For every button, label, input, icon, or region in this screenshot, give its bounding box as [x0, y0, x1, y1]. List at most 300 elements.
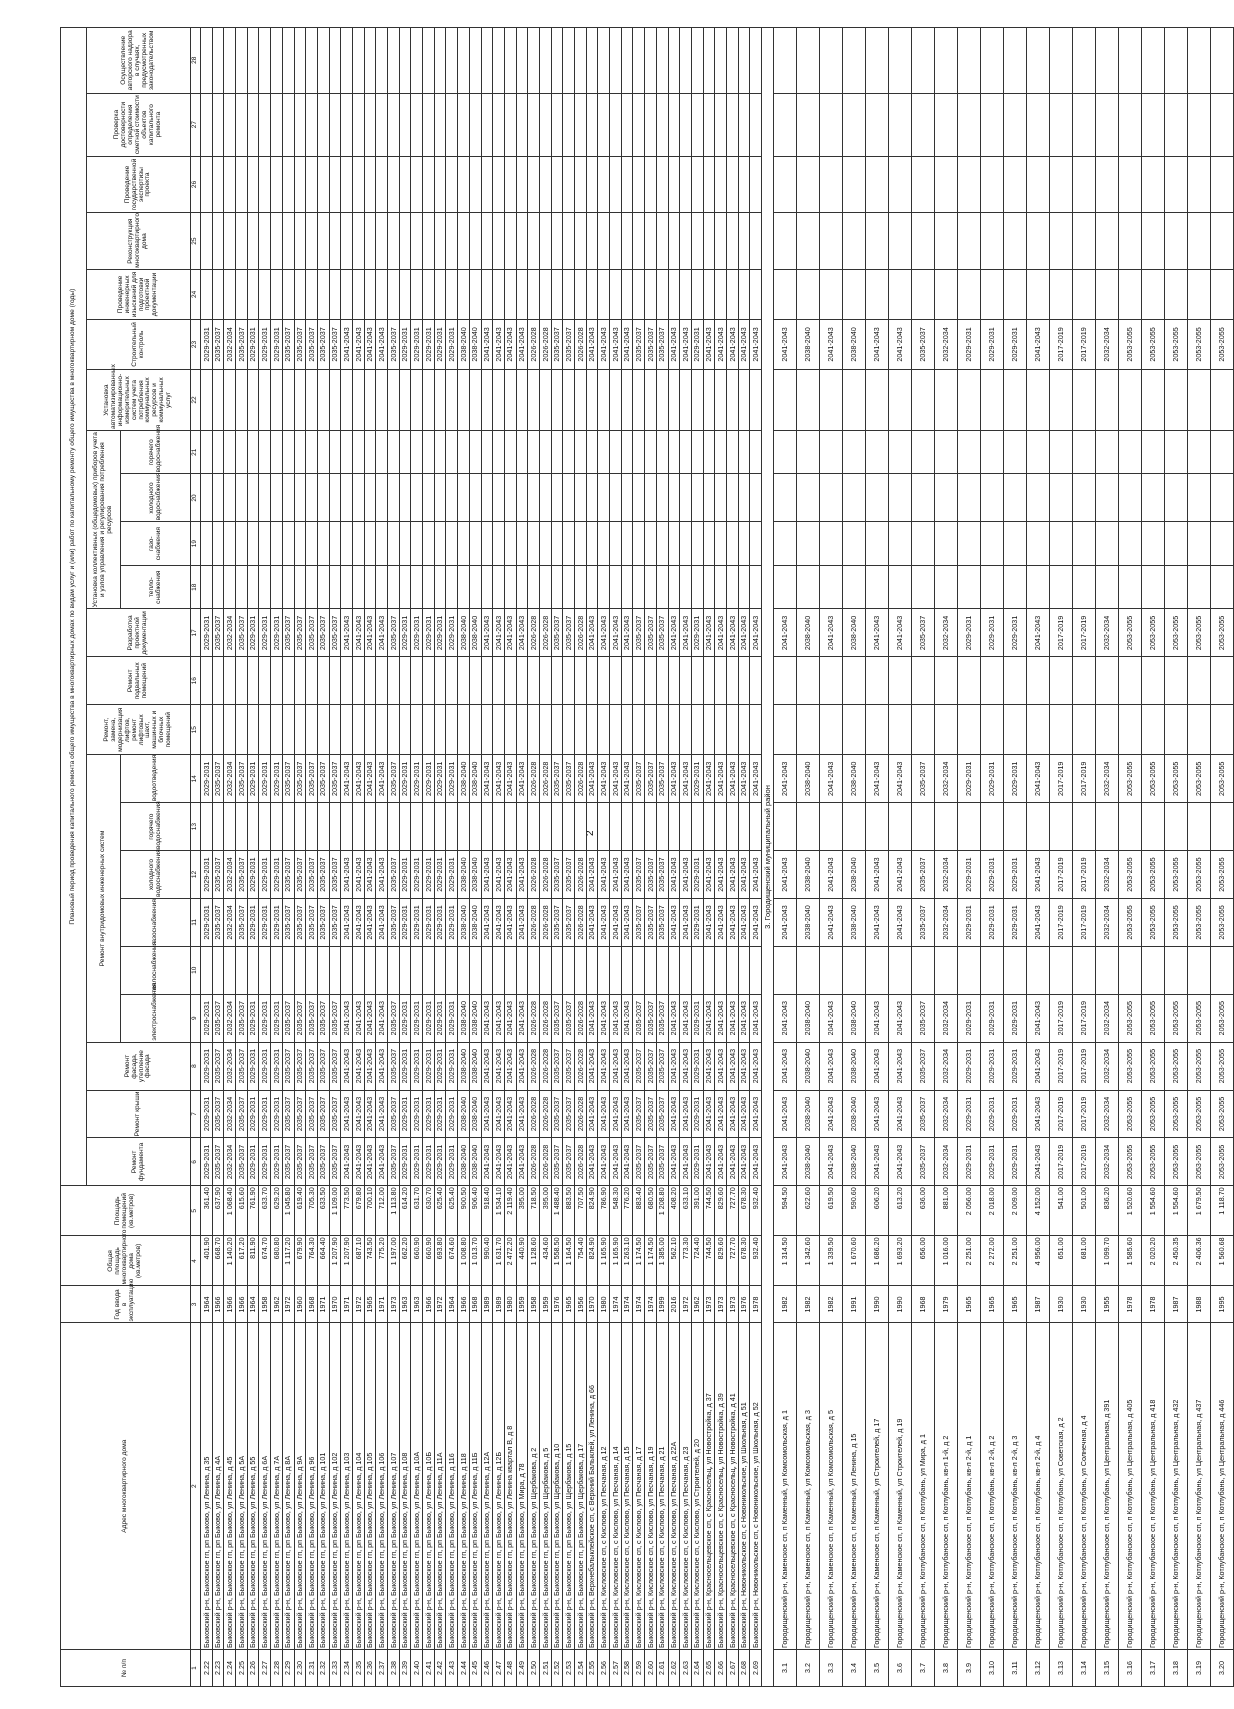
- row-period-col-24: [1004, 269, 1027, 319]
- row-period-col-8: 2029-2031: [423, 1042, 435, 1090]
- row-period-col-8: 2029-2031: [259, 1042, 271, 1090]
- row-period-col-21: [294, 430, 306, 474]
- table-row: [680, 28, 692, 1687]
- row-period-col-9: 2053-2055: [1165, 994, 1188, 1042]
- row-period-col-16: [388, 657, 400, 705]
- row-period-col-19: [889, 522, 912, 566]
- row-year: 1955: [1096, 1286, 1119, 1323]
- row-number: 2.39: [399, 1650, 411, 1687]
- row-period-col-11: 2041-2043: [738, 898, 750, 946]
- row-period-col-9: 2029-2031: [981, 994, 1004, 1042]
- row-period-col-6: 2026-2028: [539, 1138, 551, 1186]
- row-period-col-18: [469, 565, 481, 609]
- row-number: 2.28: [271, 1650, 283, 1687]
- table-row: [399, 28, 411, 1687]
- row-year: 1978: [1119, 1286, 1142, 1323]
- row-period-col-7: 2041-2043: [481, 1090, 493, 1138]
- row-period-col-12: 2041-2043: [774, 851, 797, 899]
- row-period-col-8: 2029-2031: [434, 1042, 446, 1090]
- row-period-col-27: [528, 93, 540, 156]
- row-period-col-20: [551, 474, 563, 522]
- row-period-col-28: [726, 28, 738, 94]
- row-period-col-23: 2035-2037: [633, 319, 645, 369]
- column-number: 17: [191, 609, 201, 657]
- table-row: [1142, 28, 1165, 1687]
- row-period-col-25: [889, 213, 912, 270]
- row-living-area: 836.20: [1096, 1186, 1119, 1236]
- row-period-col-20: [738, 474, 750, 522]
- row-period-col-11: 2026-2028: [539, 898, 551, 946]
- row-year: 1963: [411, 1286, 423, 1323]
- row-period-col-8: 2035-2037: [645, 1042, 657, 1090]
- row-period-col-27: [539, 93, 551, 156]
- row-period-col-13: [889, 803, 912, 851]
- row-period-col-12: 2053-2055: [1188, 851, 1211, 899]
- header-sewer: водоотведения: [121, 755, 191, 803]
- row-period-col-16: [423, 657, 435, 705]
- row-period-col-6: 2029-2031: [259, 1138, 271, 1186]
- row-period-col-7: 2038-2040: [843, 1090, 866, 1138]
- row-period-col-18: [621, 565, 633, 609]
- row-period-col-9: 2029-2031: [247, 994, 259, 1042]
- row-period-col-27: [981, 93, 1004, 156]
- row-period-col-15: [935, 705, 958, 755]
- row-period-col-18: [539, 565, 551, 609]
- row-period-col-21: [703, 430, 715, 474]
- row-period-col-7: 2029-2031: [981, 1090, 1004, 1138]
- row-period-col-13: [866, 803, 889, 851]
- row-period-col-13: [376, 803, 388, 851]
- row-year: 1995: [1211, 1286, 1234, 1323]
- row-period-col-18: [586, 565, 598, 609]
- row-period-col-10: [1027, 946, 1050, 994]
- row-period-col-24: [236, 269, 248, 319]
- row-period-col-22: [1211, 370, 1234, 431]
- row-period-col-17: 2017-2019: [1050, 609, 1073, 657]
- row-year: 1956: [575, 1286, 587, 1323]
- row-period-col-25: [469, 213, 481, 270]
- row-period-col-13: [434, 803, 446, 851]
- row-living-area: 829.60: [715, 1186, 727, 1236]
- column-number: 1: [191, 1650, 201, 1687]
- row-period-col-18: [236, 565, 248, 609]
- row-period-col-27: [201, 93, 213, 156]
- row-number: 2.55: [586, 1650, 598, 1687]
- row-period-col-13: [843, 803, 866, 851]
- row-year: 1990: [889, 1286, 912, 1323]
- row-period-col-6: 2041-2043: [703, 1138, 715, 1186]
- row-period-col-16: [539, 657, 551, 705]
- row-period-col-18: [703, 565, 715, 609]
- row-living-area: 1 118.70: [1211, 1186, 1234, 1236]
- row-period-col-19: [528, 522, 540, 566]
- row-period-col-16: [656, 657, 668, 705]
- row-period-col-15: [446, 705, 458, 755]
- row-period-col-13: [493, 803, 505, 851]
- row-period-col-15: [1211, 705, 1234, 755]
- row-period-col-15: [843, 705, 866, 755]
- row-period-col-6: 2029-2031: [247, 1138, 259, 1186]
- row-period-col-12: 2017-2019: [1050, 851, 1073, 899]
- row-period-col-9: 2041-2043: [703, 994, 715, 1042]
- row-total-area: 2 450.35: [1165, 1236, 1188, 1286]
- row-period-col-13: [668, 803, 680, 851]
- row-period-col-12: 2041-2043: [750, 851, 762, 899]
- row-period-col-24: [388, 269, 400, 319]
- table-row: [212, 28, 224, 1687]
- row-period-col-7: 2041-2043: [738, 1090, 750, 1138]
- header-address: Адрес многоквартирного дома: [61, 1323, 191, 1650]
- row-period-col-15: [715, 705, 727, 755]
- row-year: 1979: [935, 1286, 958, 1323]
- row-period-col-28: [797, 28, 820, 94]
- row-period-col-24: [259, 269, 271, 319]
- row-year: 1965: [958, 1286, 981, 1323]
- row-total-area: 687.10: [352, 1236, 364, 1286]
- row-period-col-6: 2038-2040: [843, 1138, 866, 1186]
- row-period-col-21: [645, 430, 657, 474]
- row-period-col-8: 2029-2031: [958, 1042, 981, 1090]
- row-period-col-6: 2041-2043: [364, 1138, 376, 1186]
- row-number: 2.32: [317, 1650, 329, 1687]
- row-period-col-8: 2041-2043: [481, 1042, 493, 1090]
- row-period-col-26: [411, 156, 423, 213]
- row-period-col-20: [912, 474, 935, 522]
- row-period-col-8: 2035-2037: [551, 1042, 563, 1090]
- row-period-col-23: 2041-2043: [889, 319, 912, 369]
- row-period-col-14: 2029-2031: [958, 755, 981, 803]
- table-row: [306, 28, 318, 1687]
- row-period-col-13: [621, 803, 633, 851]
- row-period-col-7: 2038-2040: [797, 1090, 820, 1138]
- header-meter-hot: горячего водоснабжения: [121, 430, 191, 474]
- row-period-col-10: [1050, 946, 1073, 994]
- row-period-col-13: [201, 803, 213, 851]
- row-period-col-20: [726, 474, 738, 522]
- row-period-col-27: [399, 93, 411, 156]
- row-period-col-24: [691, 269, 703, 319]
- row-period-col-13: [633, 803, 645, 851]
- row-period-col-11: 2026-2028: [528, 898, 540, 946]
- row-period-col-19: [912, 522, 935, 566]
- row-period-col-16: [820, 657, 843, 705]
- row-period-col-15: [668, 705, 680, 755]
- row-total-area: 1 174.50: [645, 1236, 657, 1286]
- row-year: 1972: [352, 1286, 364, 1323]
- row-period-col-19: [376, 522, 388, 566]
- row-period-col-22: [866, 370, 889, 431]
- row-period-col-11: 2041-2043: [889, 898, 912, 946]
- row-period-col-21: [621, 430, 633, 474]
- row-period-col-13: [224, 803, 236, 851]
- row-period-col-19: [259, 522, 271, 566]
- row-living-area: 883.50: [563, 1186, 575, 1236]
- row-period-col-28: [668, 28, 680, 94]
- row-period-col-16: [1073, 657, 1096, 705]
- row-period-col-14: 2029-2031: [259, 755, 271, 803]
- row-period-col-6: 2038-2040: [469, 1138, 481, 1186]
- row-period-col-10: [306, 946, 318, 994]
- row-number: 3.15: [1096, 1650, 1119, 1687]
- row-period-col-14: 2035-2037: [388, 755, 400, 803]
- row-total-area: 754.40: [575, 1236, 587, 1286]
- row-period-col-23: 2041-2043: [598, 319, 610, 369]
- row-period-col-20: [224, 474, 236, 522]
- row-period-col-10: [212, 946, 224, 994]
- table-row: [1211, 28, 1234, 1687]
- row-period-col-14: 2041-2043: [376, 755, 388, 803]
- row-period-col-12: 2041-2043: [364, 851, 376, 899]
- row-period-col-24: [843, 269, 866, 319]
- row-period-col-23: 2041-2043: [481, 319, 493, 369]
- row-period-col-26: [1211, 156, 1234, 213]
- row-period-col-24: [551, 269, 563, 319]
- table-row: [1004, 28, 1027, 1687]
- row-number: 2.65: [703, 1650, 715, 1687]
- row-period-col-7: 2041-2043: [1027, 1090, 1050, 1138]
- row-period-col-26: [247, 156, 259, 213]
- row-period-col-12: 2029-2031: [423, 851, 435, 899]
- row-period-col-8: 2041-2043: [621, 1042, 633, 1090]
- row-period-col-17: 2041-2043: [376, 609, 388, 657]
- row-period-col-28: [1142, 28, 1165, 94]
- row-period-col-27: [1165, 93, 1188, 156]
- row-period-col-11: 2053-2055: [1165, 898, 1188, 946]
- table-row: [434, 28, 446, 1687]
- row-period-col-27: [516, 93, 528, 156]
- row-period-col-19: [294, 522, 306, 566]
- capital-repair-schedule-table: [60, 27, 1234, 1687]
- row-period-col-16: [1211, 657, 1234, 705]
- row-period-col-22: [715, 370, 727, 431]
- row-period-col-22: [958, 370, 981, 431]
- row-period-col-14: 2053-2055: [1119, 755, 1142, 803]
- row-period-col-13: [715, 803, 727, 851]
- row-period-col-6: 2038-2040: [458, 1138, 470, 1186]
- row-address: Быковский р-н, Быковское гп, рп Быково, ул Щербакова, д 2: [528, 1323, 540, 1650]
- row-period-col-11: 2029-2031: [446, 898, 458, 946]
- row-period-col-8: 2053-2055: [1211, 1042, 1234, 1090]
- row-period-col-12: 2041-2043: [516, 851, 528, 899]
- row-period-col-22: [434, 370, 446, 431]
- row-period-col-6: 2041-2043: [726, 1138, 738, 1186]
- row-period-col-18: [715, 565, 727, 609]
- row-period-col-9: 2053-2055: [1188, 994, 1211, 1042]
- row-period-col-11: 2041-2043: [610, 898, 622, 946]
- row-period-col-12: 2029-2031: [981, 851, 1004, 899]
- row-period-col-19: [446, 522, 458, 566]
- column-number: 28: [191, 28, 201, 94]
- row-period-col-11: 2041-2043: [668, 898, 680, 946]
- row-number: 2.31: [306, 1650, 318, 1687]
- row-period-col-11: 2041-2043: [750, 898, 762, 946]
- row-period-col-15: [247, 705, 259, 755]
- row-period-col-9: 2041-2043: [750, 994, 762, 1042]
- row-total-area: 773.30: [680, 1236, 692, 1286]
- row-period-col-6: 2035-2037: [645, 1138, 657, 1186]
- row-period-col-19: [726, 522, 738, 566]
- row-period-col-19: [1165, 522, 1188, 566]
- row-period-col-18: [446, 565, 458, 609]
- row-period-col-13: [820, 803, 843, 851]
- row-period-col-27: [750, 93, 762, 156]
- row-period-col-13: [1165, 803, 1188, 851]
- row-period-col-28: [1073, 28, 1096, 94]
- row-year: 1962: [271, 1286, 283, 1323]
- row-period-col-18: [610, 565, 622, 609]
- table-row: [247, 28, 259, 1687]
- header-meter-gas: газо-снабжения: [121, 522, 191, 566]
- row-period-col-7: 2032-2034: [1096, 1090, 1119, 1138]
- row-period-col-12: 2041-2043: [866, 851, 889, 899]
- row-period-col-16: [1027, 657, 1050, 705]
- row-period-col-16: [282, 657, 294, 705]
- row-period-col-8: 2053-2055: [1165, 1042, 1188, 1090]
- row-period-col-16: [598, 657, 610, 705]
- row-total-area: 1 165.90: [598, 1236, 610, 1286]
- table-row: [551, 28, 563, 1687]
- row-period-col-24: [212, 269, 224, 319]
- row-period-col-28: [388, 28, 400, 94]
- row-period-col-26: [458, 156, 470, 213]
- row-living-area: 2 119.40: [504, 1186, 516, 1236]
- row-living-area: 361.40: [201, 1186, 213, 1236]
- row-period-col-25: [364, 213, 376, 270]
- row-period-col-6: 2026-2028: [575, 1138, 587, 1186]
- row-number: 2.45: [469, 1650, 481, 1687]
- row-period-col-8: 2041-2043: [504, 1042, 516, 1090]
- row-period-col-23: 2041-2043: [352, 319, 364, 369]
- row-total-area: 617.20: [236, 1236, 248, 1286]
- row-period-col-25: [981, 213, 1004, 270]
- row-period-col-21: [458, 430, 470, 474]
- row-period-col-23: 2032-2034: [935, 319, 958, 369]
- row-address: Быковский р-н, Кисловское сп, с Кислово, ул Песчаная, д 23: [680, 1323, 692, 1650]
- row-period-col-17: 2041-2043: [598, 609, 610, 657]
- row-period-col-23: 2029-2031: [981, 319, 1004, 369]
- row-period-col-26: [715, 156, 727, 213]
- row-total-area: 662.20: [399, 1236, 411, 1286]
- row-period-col-17: 2035-2037: [294, 609, 306, 657]
- row-period-col-9: 2035-2037: [633, 994, 645, 1042]
- row-living-area: 761.90: [247, 1186, 259, 1236]
- row-living-area: 2 056.00: [958, 1186, 981, 1236]
- row-period-col-12: 2029-2031: [247, 851, 259, 899]
- row-living-area: 590.60: [843, 1186, 866, 1236]
- row-number: 2.61: [656, 1650, 668, 1687]
- row-period-col-6: 2041-2043: [516, 1138, 528, 1186]
- row-address: Городищенский р-н, Котлубанское сп, п Котлубань, кв-л 2-й, д 3: [1004, 1323, 1027, 1650]
- row-period-col-11: 2041-2043: [726, 898, 738, 946]
- row-period-col-28: [889, 28, 912, 94]
- row-period-col-25: [224, 213, 236, 270]
- row-period-col-22: [458, 370, 470, 431]
- row-period-col-18: [259, 565, 271, 609]
- column-number: 25: [191, 213, 201, 270]
- row-period-col-7: 2029-2031: [411, 1090, 423, 1138]
- row-period-col-21: [958, 430, 981, 474]
- row-period-col-28: [738, 28, 750, 94]
- row-period-col-13: [551, 803, 563, 851]
- row-period-col-22: [411, 370, 423, 431]
- row-period-col-6: 2035-2037: [282, 1138, 294, 1186]
- row-period-col-19: [715, 522, 727, 566]
- row-period-col-18: [750, 565, 762, 609]
- row-period-col-14: 2029-2031: [423, 755, 435, 803]
- row-period-col-20: [493, 474, 505, 522]
- row-total-area: 680.80: [271, 1236, 283, 1286]
- row-period-col-28: [551, 28, 563, 94]
- row-period-col-11: 2029-2031: [271, 898, 283, 946]
- row-period-col-20: [935, 474, 958, 522]
- row-period-col-7: 2041-2043: [715, 1090, 727, 1138]
- row-period-col-26: [726, 156, 738, 213]
- row-period-col-9: 2038-2040: [458, 994, 470, 1042]
- row-period-col-7: 2035-2037: [236, 1090, 248, 1138]
- table-row: [726, 28, 738, 1687]
- row-period-col-14: 2035-2037: [645, 755, 657, 803]
- row-period-col-21: [469, 430, 481, 474]
- row-period-col-26: [317, 156, 329, 213]
- row-number: 2.33: [329, 1650, 341, 1687]
- row-period-col-7: 2035-2037: [563, 1090, 575, 1138]
- row-period-col-13: [1188, 803, 1211, 851]
- row-period-col-24: [341, 269, 353, 319]
- row-period-col-10: [551, 946, 563, 994]
- row-living-area: 1 208.80: [656, 1186, 668, 1236]
- row-number: 2.36: [364, 1650, 376, 1687]
- row-period-col-9: 2029-2031: [259, 994, 271, 1042]
- row-period-col-21: [247, 430, 259, 474]
- row-number: 2.43: [446, 1650, 458, 1687]
- row-period-col-7: 2029-2031: [1004, 1090, 1027, 1138]
- row-period-col-13: [469, 803, 481, 851]
- row-period-col-19: [539, 522, 551, 566]
- row-period-col-19: [388, 522, 400, 566]
- table-row: [516, 28, 528, 1687]
- row-period-col-23: 2026-2028: [528, 319, 540, 369]
- table-row: [656, 28, 668, 1687]
- row-period-col-10: [575, 946, 587, 994]
- row-period-col-25: [575, 213, 587, 270]
- row-address: Городищенский р-н, Котлубанское сп, п Котлубань, ул Мира, д 1: [912, 1323, 935, 1650]
- table-row: [481, 28, 493, 1687]
- row-year: 1958: [528, 1286, 540, 1323]
- row-period-col-13: [341, 803, 353, 851]
- row-year: 1968: [306, 1286, 318, 1323]
- row-period-col-18: [481, 565, 493, 609]
- row-period-col-17: 2035-2037: [306, 609, 318, 657]
- row-period-col-8: 2029-2031: [411, 1042, 423, 1090]
- row-total-area: 1 164.50: [563, 1236, 575, 1286]
- row-period-col-26: [843, 156, 866, 213]
- row-address: Быковский р-н, Новоникольское сп, с Новоникольское, ул Школьная, д 52: [750, 1323, 762, 1650]
- row-period-col-18: [1188, 565, 1211, 609]
- row-address: Быковский р-н, Быковское гп, рп Быково, ул Ленина, д 45: [224, 1323, 236, 1650]
- row-period-col-17: 2035-2037: [656, 609, 668, 657]
- row-address: Городищенский р-н, Котлубанское сп, п Котлубань, ул Центральная, д 432: [1165, 1323, 1188, 1650]
- row-period-col-25: [528, 213, 540, 270]
- row-period-col-6: 2041-2043: [481, 1138, 493, 1186]
- row-address: Городищенский р-н, Котлубанское сп, п Котлубань, ул Центральная, д 405: [1119, 1323, 1142, 1650]
- row-period-col-9: 2038-2040: [843, 994, 866, 1042]
- row-period-col-9: 2026-2028: [539, 994, 551, 1042]
- row-period-col-15: [633, 705, 645, 755]
- row-period-col-7: 2053-2055: [1165, 1090, 1188, 1138]
- row-period-col-7: 2035-2037: [645, 1090, 657, 1138]
- row-living-area: 594.50: [774, 1186, 797, 1236]
- row-period-col-19: [516, 522, 528, 566]
